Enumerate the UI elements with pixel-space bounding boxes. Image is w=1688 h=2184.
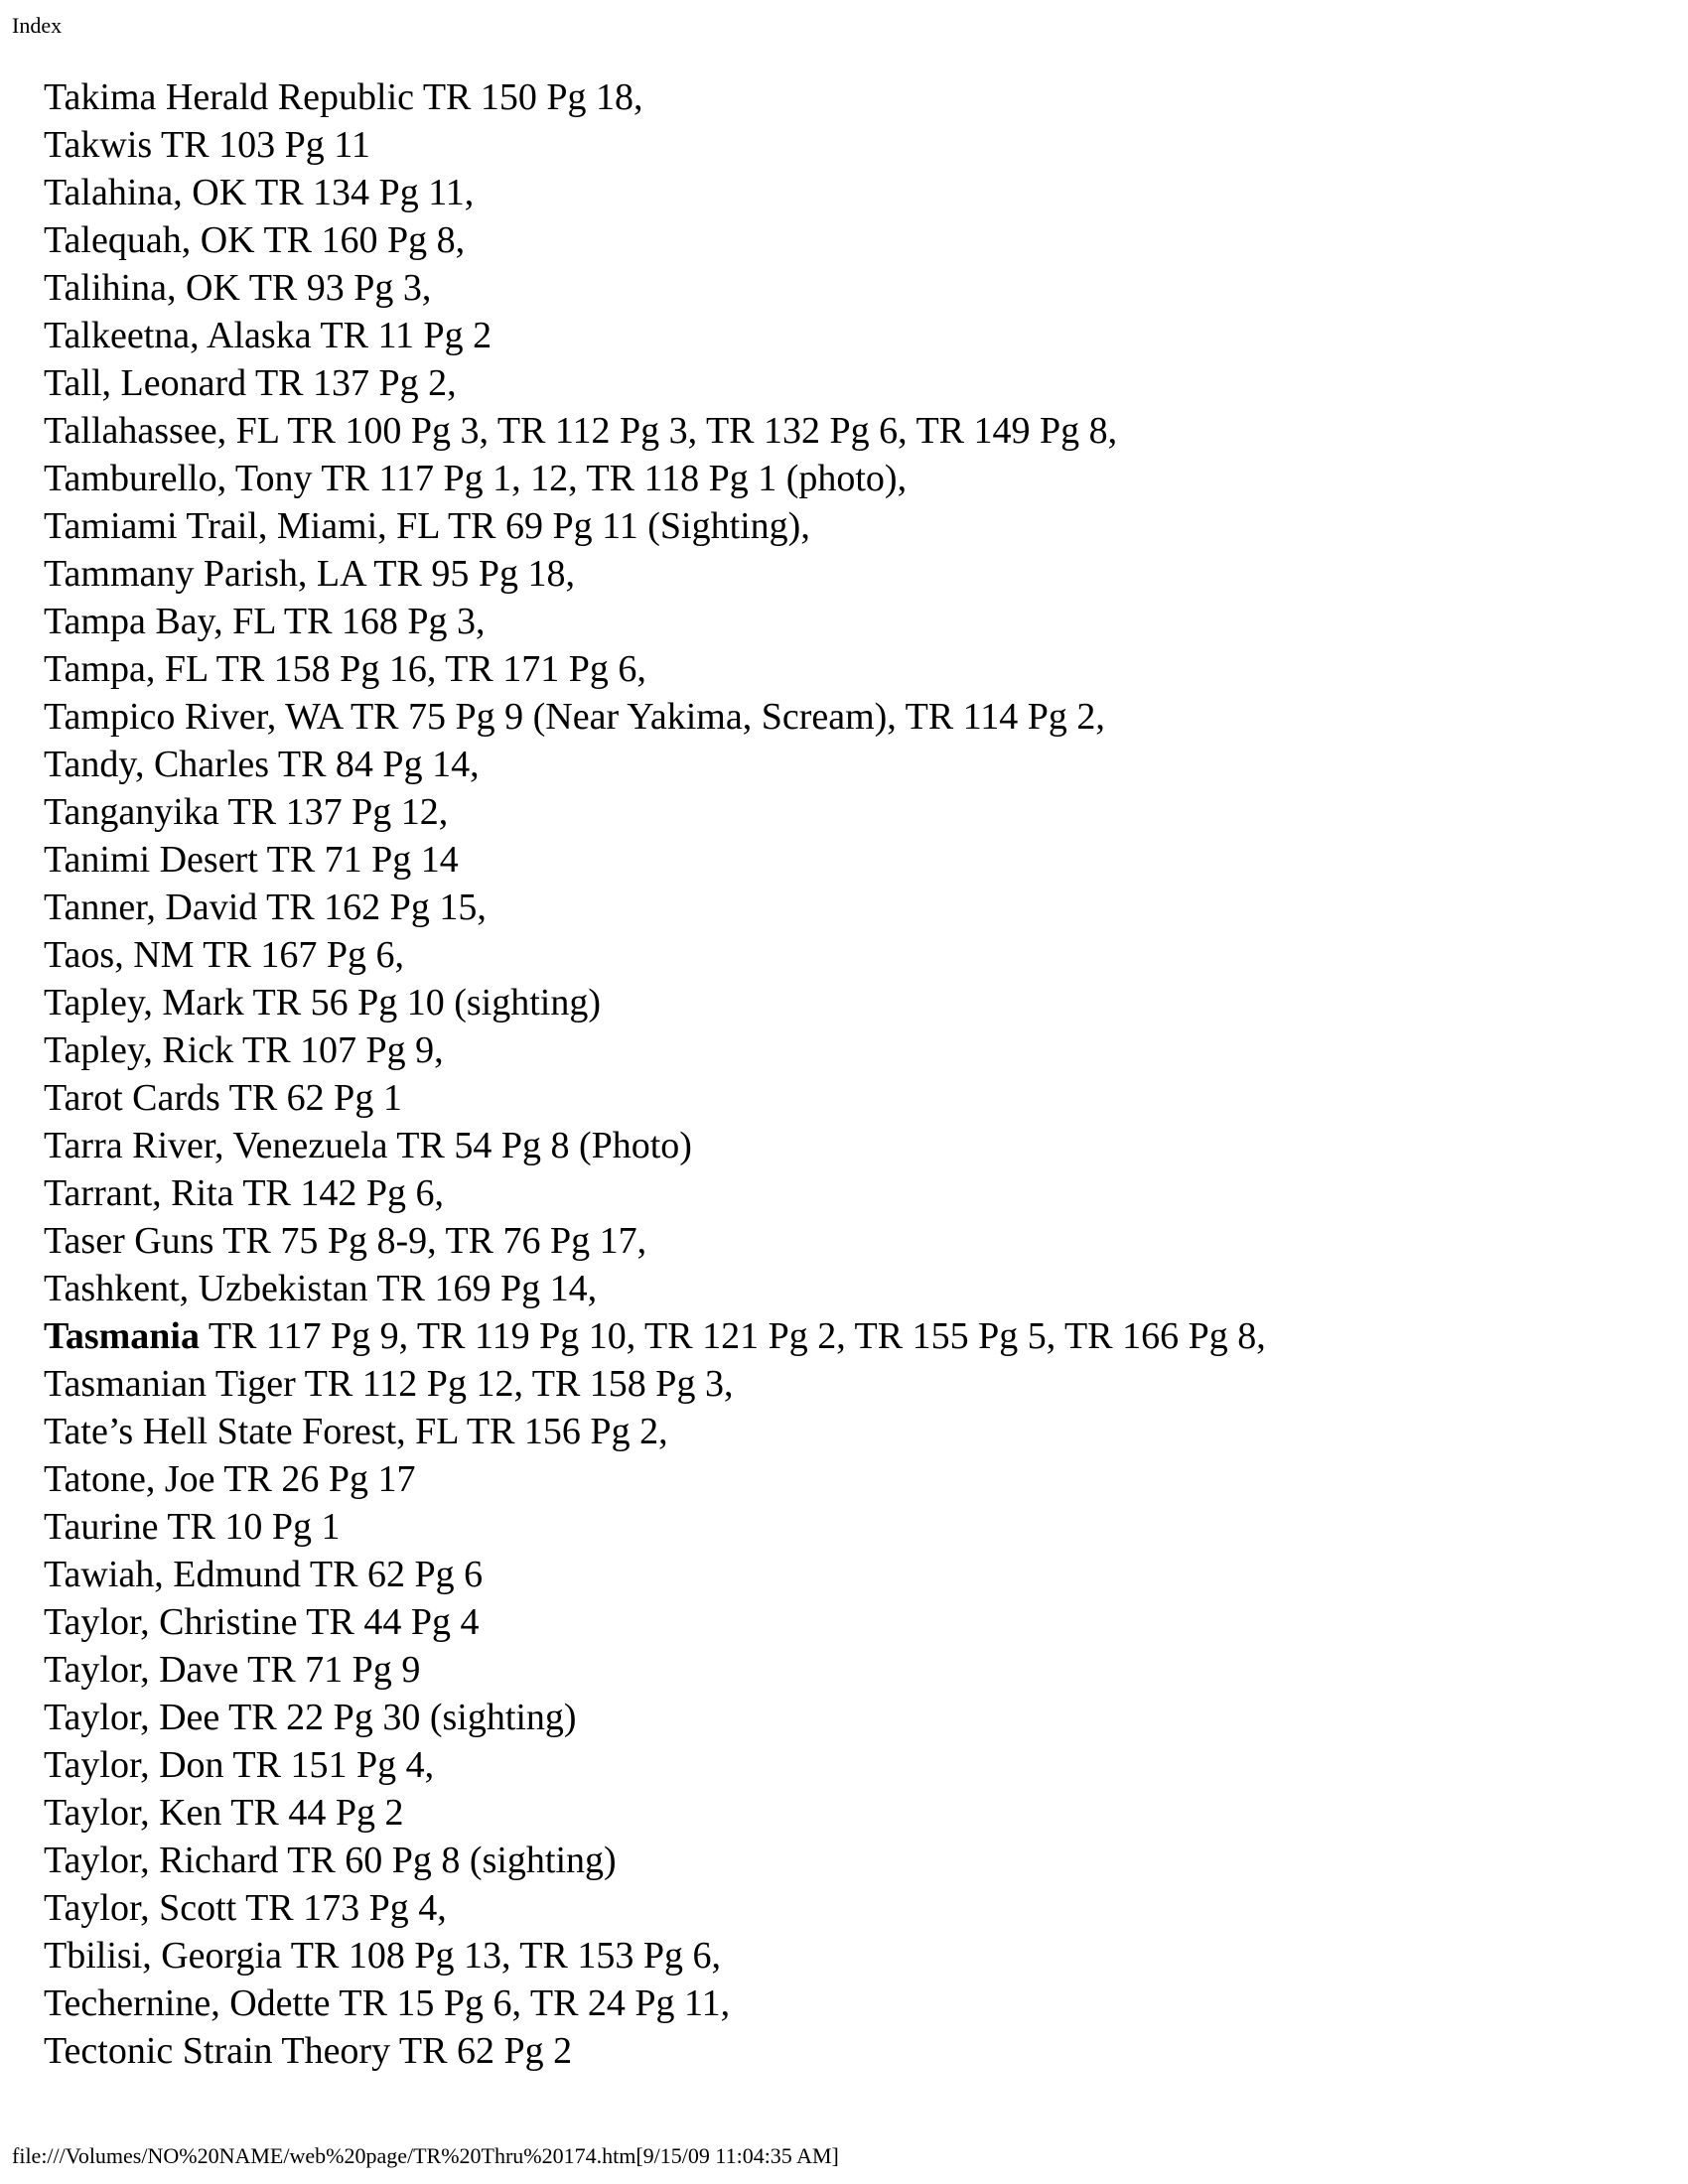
entry-term: Tatone, Joe [44,1458,215,1500]
entry-term: Tampa, FL [44,648,208,690]
index-entry [44,1360,1266,1408]
entry-refs: TR 137 Pg 12, [227,791,449,833]
entry-refs: TR 151 Pg 4, [232,1744,435,1786]
entry-term: Tapley, Mark [44,982,244,1024]
entry-refs: TR 54 Pg 8 (Photo) [396,1125,692,1166]
index-entry [44,1217,1266,1265]
entry-term: Talahina, OK [44,172,247,213]
index-entry [44,359,1266,407]
index-entry [44,1026,1266,1074]
entry-term: Tashkent, Uzbekistan [44,1268,368,1309]
index-entry [44,598,1266,645]
entry-refs: TR 75 Pg 8-9, TR 76 Pg 17, [222,1220,647,1262]
entry-refs: TR 112 Pg 12, TR 158 Pg 3, [304,1363,734,1405]
entry-term: Tamburello, Tony [44,458,313,499]
entry-refs: TR 162 Pg 15, [266,887,487,928]
entry-refs: TR 22 Pg 30 (sighting) [228,1697,577,1738]
index-entry [44,884,1266,931]
entry-term: Tampico River, WA [44,696,343,738]
index-entry [44,550,1266,598]
entry-refs: TR 26 Pg 17 [223,1458,416,1500]
index-entry [44,73,1266,121]
index-entry [44,264,1266,312]
entry-term: Tandy, Charles [44,744,270,785]
entry-refs: TR 95 Pg 18, [373,553,575,595]
entry-term: Tammany Parish, LA [44,553,365,595]
index-entry [44,693,1266,741]
entry-term: Tallahassee, FL [44,410,279,452]
index-entry [44,312,1266,359]
entry-term: Tectonic Strain Theory [44,2030,391,2072]
entry-refs: TR 75 Pg 9 (Near Yakima, Scream), TR 114 Pg 2, [350,696,1105,738]
entry-term: Talkeetna, Alaska [44,315,312,356]
entry-term: Talihina, OK [44,267,240,309]
index-entry [44,216,1266,264]
index-entry [44,1979,1266,2027]
index-entry [44,741,1266,788]
entry-term: Tarot Cards [44,1077,220,1119]
index-entry [44,169,1266,216]
index-entry [44,645,1266,693]
index-entry [44,836,1266,884]
page-footer [12,2142,839,2170]
entry-refs: TR 62 Pg 6 [309,1554,484,1595]
entry-refs: TR 56 Pg 10 (sighting) [252,982,601,1024]
page-header [12,12,62,40]
entry-refs: TR 11 Pg 2 [320,315,492,356]
entry-refs: TR 134 Pg 11, [255,172,475,213]
entry-refs: TR 117 Pg 1, 12, TR 118 Pg 1 (photo), [321,458,908,499]
index-list [44,73,1266,2075]
entry-term: Tbilisi, Georgia [44,1935,282,1977]
entry-term: Tanimi Desert [44,839,258,881]
entry-refs: TR 168 Pg 3, [283,601,486,642]
entry-refs: TR 103 Pg 11 [161,124,370,166]
entry-term: Takwis [44,124,153,166]
index-entry [44,502,1266,550]
entry-term: Taylor, Scott [44,1887,237,1929]
entry-term: Taylor, Dee [44,1697,220,1738]
entry-refs: TR 44 Pg 4 [306,1601,480,1643]
entry-term: Tarrant, Rita [44,1172,234,1214]
entry-refs: TR 137 Pg 2, [254,362,457,404]
entry-term: Tasmanian Tiger [44,1363,296,1405]
page-title: Index [12,13,63,38]
index-entry [44,1837,1266,1884]
index-entry [44,931,1266,979]
entry-term: Tampa Bay, FL [44,601,276,642]
entry-refs: TR 10 Pg 1 [167,1506,341,1548]
entry-term: Taos, NM [44,934,195,976]
entry-refs: TR 100 Pg 3, TR 112 Pg 3, TR 132 Pg 6, TR 149 Pg 8, [287,410,1118,452]
entry-refs: TR 117 Pg 9, TR 119 Pg 10, TR 121 Pg 2, TR 155 Pg 5, TR 166 Pg 8, [208,1315,1266,1357]
entry-term: Taser Guns [44,1220,214,1262]
index-entry [44,1408,1266,1455]
entry-term: Taylor, Richard [44,1840,279,1881]
index-entry [44,1265,1266,1312]
entry-term: Taylor, Don [44,1744,224,1786]
entry-term: Talequah, OK [44,219,255,261]
entry-refs: TR 84 Pg 14, [277,744,480,785]
entry-refs: TR 15 Pg 6, TR 24 Pg 11, [339,1982,731,2024]
index-entry [44,1551,1266,1598]
entry-refs: TR 62 Pg 1 [228,1077,402,1119]
entry-refs: TR 44 Pg 2 [230,1792,404,1834]
entry-term: Taylor, Ken [44,1792,222,1834]
index-entry [44,1074,1266,1122]
entry-refs: TR 167 Pg 6, [203,934,404,976]
entry-term: Taurine [44,1506,159,1548]
entry-refs: TR 93 Pg 3, [248,267,432,309]
entry-term: Tanner, David [44,887,258,928]
entry-refs: TR 173 Pg 4, [245,1887,447,1929]
index-entry [44,407,1266,455]
entry-term: Takima Herald Republic [44,76,414,118]
entry-term: Tanganyika [44,791,219,833]
index-entry [44,2027,1266,2075]
entry-refs: TR 160 Pg 8, [263,219,466,261]
entry-refs: TR 158 Pg 16, TR 171 Pg 6, [215,648,646,690]
entry-refs: TR 71 Pg 14 [266,839,459,881]
entry-refs: TR 108 Pg 13, TR 153 Pg 6, [290,1935,721,1977]
index-entry [44,979,1266,1026]
entry-term: Taylor, Dave [44,1649,239,1691]
entry-refs: TR 62 Pg 2 [398,2030,573,2072]
index-entry [44,1884,1266,1932]
index-entry [44,1694,1266,1741]
index-entry [44,1646,1266,1694]
index-entry [44,1455,1266,1503]
footer-url: file:///Volumes/NO%20NAME/web%20page/TR%20Thru%20174.htm[9/15/09 11:04:35 AM] [12,2143,839,2168]
index-entry [44,1169,1266,1217]
entry-term: Techernine, Odette [44,1982,331,2024]
entry-refs: TR 142 Pg 6, [242,1172,445,1214]
entry-term: Tamiami Trail, Miami, FL [44,505,440,547]
entry-term: Taylor, Christine [44,1601,298,1643]
index-entry [44,455,1266,502]
entry-term: Tate’s Hell State Forest, FL [44,1411,459,1452]
entry-term: Tall, Leonard [44,362,247,404]
index-entry [44,1503,1266,1551]
entry-term: Tasmania [44,1315,200,1357]
entry-term: Tapley, Rick [44,1029,234,1071]
index-entry [44,1598,1266,1646]
entry-term: Tarra River, Venezuela [44,1125,388,1166]
entry-refs: TR 60 Pg 8 (sighting) [287,1840,617,1881]
index-entry [44,1789,1266,1837]
entry-refs: TR 169 Pg 14, [376,1268,598,1309]
entry-refs: TR 69 Pg 11 (Sighting), [447,505,810,547]
index-entry [44,121,1266,169]
entry-refs: TR 107 Pg 9, [241,1029,444,1071]
entry-refs: TR 150 Pg 18, [422,76,643,118]
index-entry [44,1741,1266,1789]
index-entry [44,788,1266,836]
entry-refs: TR 71 Pg 9 [247,1649,421,1691]
index-entry [44,1312,1266,1360]
entry-refs: TR 156 Pg 2, [466,1411,668,1452]
entry-term: Tawiah, Edmund [44,1554,302,1595]
index-entry [44,1122,1266,1169]
index-entry [44,1932,1266,1979]
